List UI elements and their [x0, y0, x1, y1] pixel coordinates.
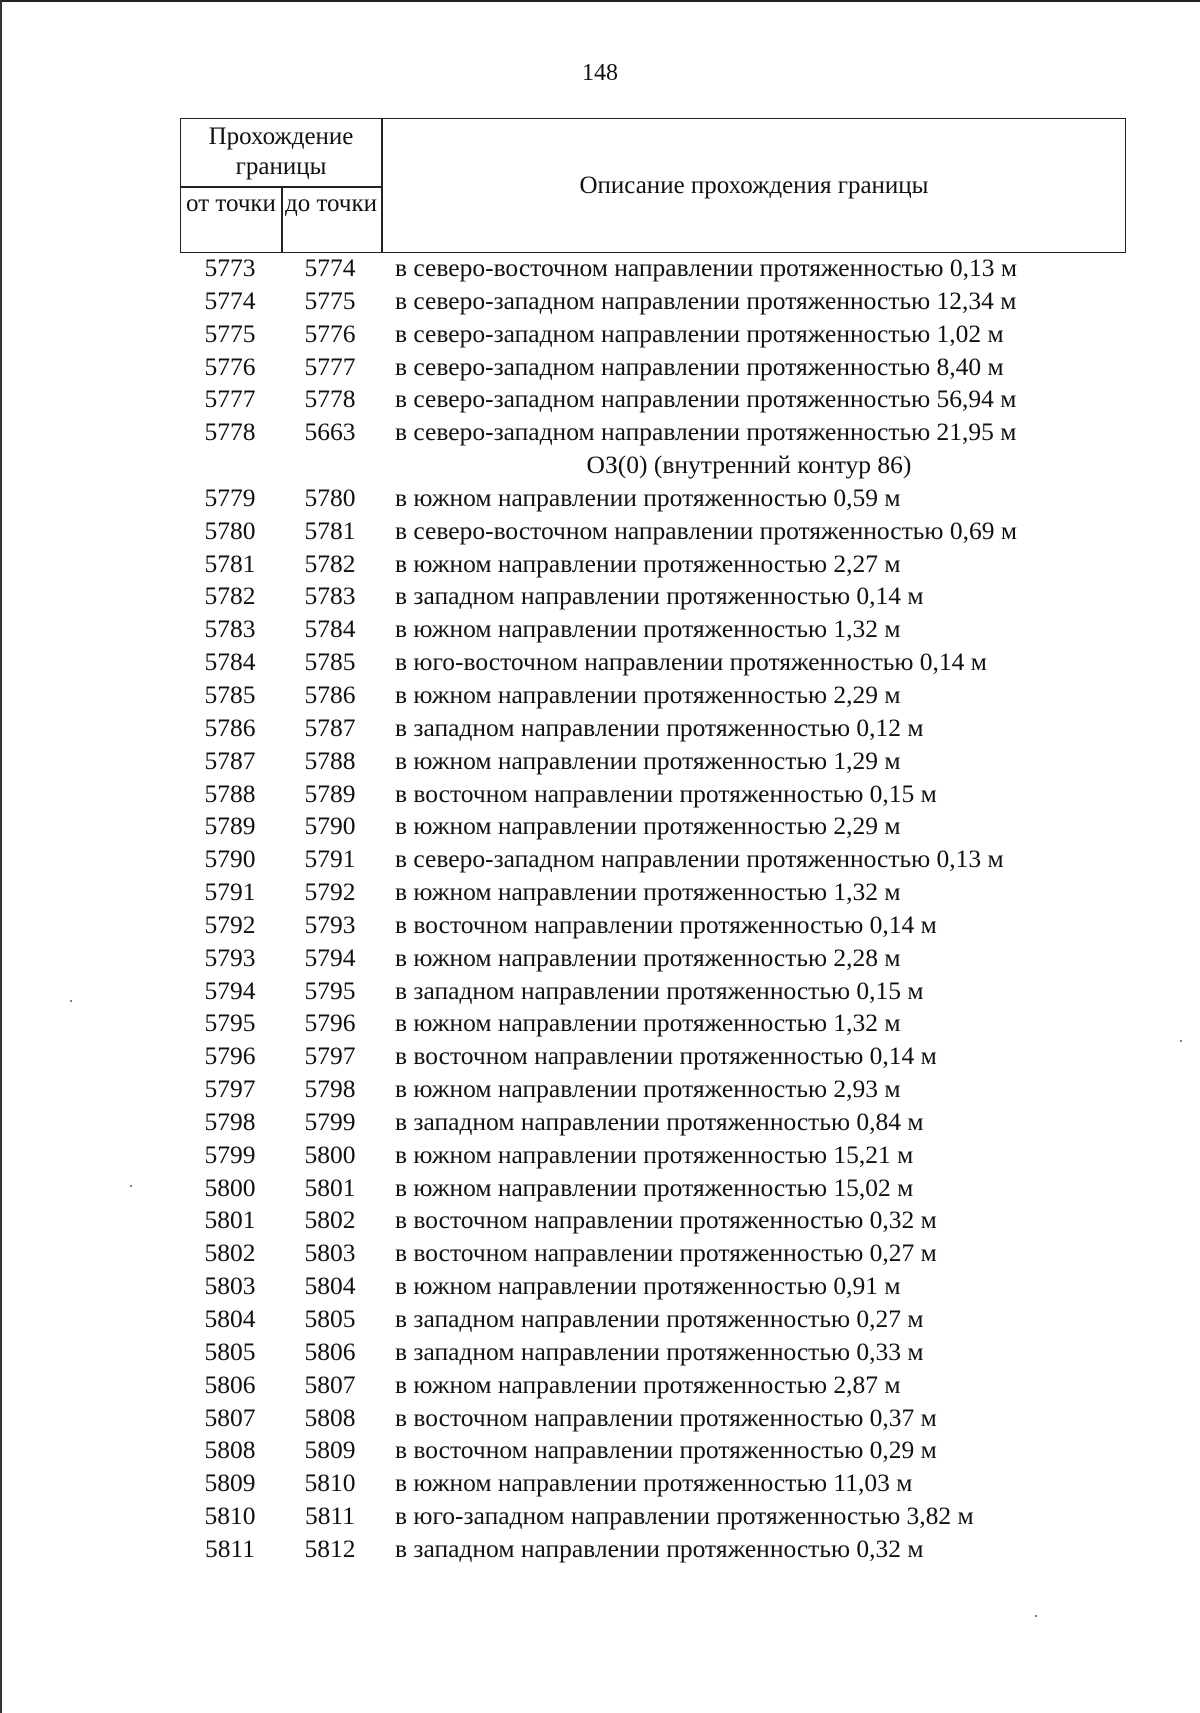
- point-to: 5806: [304, 1336, 356, 1366]
- point-from: 5776: [204, 351, 256, 381]
- table-row: [180, 1237, 1126, 1270]
- boundary-description: в восточном направлении протяженностью 0,29 м: [395, 1435, 937, 1465]
- boundary-description: в восточном направлении протяженностью 0,15 м: [395, 778, 937, 808]
- table-row: [180, 351, 1126, 384]
- point-from: 5786: [204, 712, 256, 742]
- point-from: 5790: [204, 844, 256, 874]
- point-to: 5787: [304, 712, 356, 742]
- boundary-description: в северо-западном направлении протяженностью 1,02 м: [395, 318, 1004, 348]
- table-row: [180, 1204, 1126, 1237]
- boundary-description: в западном направлении протяженностью 0,12 м: [395, 712, 924, 742]
- point-to: 5797: [304, 1041, 356, 1071]
- point-to: 5791: [304, 844, 356, 874]
- point-to: 5799: [304, 1106, 356, 1136]
- boundary-description: в восточном направлении протяженностью 0,27 м: [395, 1238, 937, 1268]
- table-row: [180, 646, 1126, 679]
- point-from: 5783: [204, 614, 256, 644]
- table-row: [180, 942, 1126, 975]
- table-row: [180, 1336, 1126, 1369]
- point-to: 5776: [304, 318, 356, 348]
- header-to-label: до точки: [284, 190, 378, 217]
- point-to: 5809: [304, 1435, 356, 1465]
- table-row: [180, 1040, 1126, 1073]
- point-from: 5791: [204, 877, 256, 907]
- table-row: [180, 679, 1126, 712]
- table-row: [180, 1270, 1126, 1303]
- point-to: 5796: [304, 1008, 356, 1038]
- point-from: 5802: [204, 1238, 256, 1268]
- point-to: 5812: [304, 1533, 356, 1563]
- table-row: [180, 383, 1126, 416]
- table-row: [180, 580, 1126, 613]
- point-from: 5781: [204, 548, 256, 578]
- table-row: [180, 1106, 1126, 1139]
- boundary-description: в западном направлении протяженностью 0,14 м: [395, 581, 924, 611]
- point-from: 5794: [204, 975, 256, 1005]
- page-number: 148: [582, 60, 618, 86]
- point-to: 5774: [304, 253, 356, 282]
- point-from: 5807: [204, 1402, 256, 1432]
- point-from: 5777: [204, 384, 256, 414]
- point-to: 5805: [304, 1304, 356, 1333]
- boundary-description: в северо-западном направлении протяженностью 12,34 м: [395, 285, 1017, 315]
- point-from: 5773: [204, 253, 256, 282]
- table-header: [180, 118, 1126, 253]
- boundary-description: в северо-западном направлении протяженностью 8,40 м: [395, 351, 1004, 381]
- table-row: [180, 252, 1126, 285]
- scan-speck: [1035, 1615, 1037, 1617]
- boundary-description: в южном направлении протяженностью 0,59 м: [395, 482, 901, 512]
- boundary-description: в северо-западном направлении протяженностью 0,13 м: [395, 844, 1004, 874]
- point-from: 5811: [204, 1533, 256, 1563]
- boundary-description: в западном направлении протяженностью 0,27 м: [395, 1304, 924, 1333]
- table-row: [180, 548, 1126, 581]
- boundary-description: в южном направлении протяженностью 2,29 м: [395, 811, 901, 841]
- point-to: 5804: [304, 1271, 356, 1301]
- point-from: 5785: [204, 679, 256, 709]
- table-row: [180, 810, 1126, 843]
- table-row: [180, 1303, 1126, 1336]
- boundary-description: в юго-западном направлении протяженностью 3,82 м: [395, 1501, 974, 1531]
- table-row: [180, 416, 1126, 449]
- boundary-description: в восточном направлении протяженностью 0,37 м: [395, 1402, 937, 1432]
- boundary-description: в западном направлении протяженностью 0,84 м: [395, 1106, 924, 1136]
- point-to: 5810: [304, 1468, 356, 1498]
- point-to: 5783: [304, 581, 356, 611]
- point-to: 5793: [304, 909, 356, 939]
- boundary-description: в северо-западном направлении протяженностью 21,95 м: [395, 417, 1017, 447]
- point-from: 5808: [204, 1435, 256, 1465]
- point-from: 5800: [204, 1172, 256, 1202]
- boundary-description: в южном направлении протяженностью 15,21 м: [395, 1139, 914, 1169]
- point-from: 5798: [204, 1106, 256, 1136]
- table-row: [180, 1172, 1126, 1205]
- point-to: 5784: [304, 614, 356, 644]
- boundary-description: в южном направлении протяженностью 1,32 м: [395, 614, 901, 644]
- point-from: 5788: [204, 778, 256, 808]
- point-from: 5806: [204, 1369, 256, 1399]
- table-row: [180, 1533, 1126, 1566]
- point-from: 5778: [204, 417, 256, 447]
- point-to: 5798: [304, 1074, 356, 1104]
- boundary-description: в южном направлении протяженностью 15,02 м: [395, 1172, 914, 1202]
- scan-speck: [1180, 1040, 1182, 1042]
- boundary-description: в восточном направлении протяженностью 0,14 м: [395, 909, 937, 939]
- boundary-description: в южном направлении протяженностью 1,32 м: [395, 877, 901, 907]
- header-from-label: от точки: [186, 190, 276, 217]
- point-from: 5810: [204, 1501, 256, 1531]
- point-to: 5811: [304, 1501, 356, 1531]
- point-from: 5796: [204, 1041, 256, 1071]
- table-row: [180, 909, 1126, 942]
- point-from: 5774: [204, 285, 256, 315]
- boundary-description: в восточном направлении протяженностью 0,14 м: [395, 1041, 937, 1071]
- point-to: 5663: [304, 417, 356, 447]
- point-to: 5802: [304, 1205, 356, 1235]
- table-row: [180, 876, 1126, 909]
- boundary-description: в западном направлении протяженностью 0,32 м: [395, 1533, 924, 1563]
- point-from: 5799: [204, 1139, 256, 1169]
- table-row: [180, 1402, 1126, 1435]
- boundary-description: в южном направлении протяженностью 1,29 м: [395, 745, 901, 775]
- point-to: 5788: [304, 745, 356, 775]
- table-row: [180, 843, 1126, 876]
- boundary-description: в южном направлении протяженностью 11,03 м: [395, 1468, 913, 1498]
- table-row: [180, 285, 1126, 318]
- point-to: 5800: [304, 1139, 356, 1169]
- boundary-description: в южном направлении протяженностью 2,29 м: [395, 679, 901, 709]
- point-from: 5784: [204, 647, 256, 677]
- boundary-description: в северо-восточном направлении протяженностью 0,69 м: [395, 515, 1017, 545]
- table-row: [180, 1139, 1126, 1172]
- point-from: 5809: [204, 1468, 256, 1498]
- boundary-description: в южном направлении протяженностью 2,87 м: [395, 1369, 901, 1399]
- boundary-description: в южном направлении протяженностью 1,32 м: [395, 1008, 901, 1038]
- point-from: 5787: [204, 745, 256, 775]
- point-to: 5782: [304, 548, 356, 578]
- point-from: 5782: [204, 581, 256, 611]
- point-to: 5803: [304, 1238, 356, 1268]
- point-to: 5795: [304, 975, 356, 1005]
- table-row: [180, 515, 1126, 548]
- header-description-label: Описание прохождения границы: [579, 172, 929, 199]
- point-from: 5792: [204, 909, 256, 939]
- table-row: [180, 1369, 1126, 1402]
- point-from: 5804: [204, 1304, 256, 1333]
- point-to: 5808: [304, 1402, 356, 1432]
- scan-speck: [130, 1185, 132, 1187]
- table-row: [180, 1434, 1126, 1467]
- table-row: [180, 1073, 1126, 1106]
- boundary-description: в южном направлении протяженностью 2,93 м: [395, 1074, 901, 1104]
- boundary-description: в юго-восточном направлении протяженностью 0,14 м: [395, 647, 987, 677]
- table-row: [180, 712, 1126, 745]
- table-row: [180, 318, 1126, 351]
- scan-border-left: [0, 0, 2, 1713]
- table-row: [180, 745, 1126, 778]
- boundary-description: в южном направлении протяженностью 0,91 м: [395, 1271, 901, 1301]
- header-divider-horizontal: [181, 186, 381, 188]
- point-from: 5805: [204, 1336, 256, 1366]
- boundary-description: в южном направлении протяженностью 2,28 м: [395, 942, 901, 972]
- table-row: [180, 1500, 1126, 1533]
- point-to: 5777: [304, 351, 356, 381]
- point-from: 5793: [204, 942, 256, 972]
- point-from: 5775: [204, 318, 256, 348]
- table-row: [180, 1007, 1126, 1040]
- table-row: [180, 778, 1126, 811]
- point-from: 5803: [204, 1271, 256, 1301]
- table-body: [180, 252, 1126, 1566]
- point-from: 5801: [204, 1205, 256, 1235]
- point-to: 5790: [304, 811, 356, 841]
- point-from: 5797: [204, 1074, 256, 1104]
- table-row: [180, 613, 1126, 646]
- point-to: 5789: [304, 778, 356, 808]
- boundary-description: в южном направлении протяженностью 2,27 м: [395, 548, 901, 578]
- point-to: 5781: [304, 515, 356, 545]
- scan-speck: [70, 1000, 72, 1002]
- point-from: 5780: [204, 515, 256, 545]
- table-row: [180, 975, 1126, 1008]
- point-from: 5789: [204, 811, 256, 841]
- point-to: 5792: [304, 877, 356, 907]
- boundary-description: в северо-западном направлении протяженностью 56,94 м: [395, 384, 1017, 414]
- scan-border-top: [0, 0, 1200, 2]
- point-to: 5801: [304, 1172, 356, 1202]
- point-to: 5780: [304, 482, 356, 512]
- point-to: 5807: [304, 1369, 356, 1399]
- section-heading: ОЗ(0) (внутренний контур 86): [586, 450, 912, 480]
- boundary-description: в западном направлении протяженностью 0,33 м: [395, 1336, 924, 1366]
- boundary-description: в западном направлении протяженностью 0,15 м: [395, 975, 924, 1005]
- point-to: 5778: [304, 384, 356, 414]
- point-from: 5795: [204, 1008, 256, 1038]
- point-from: 5779: [204, 482, 256, 512]
- header-group-label: Прохождение границы: [208, 123, 354, 180]
- point-to: 5785: [304, 647, 356, 677]
- boundary-description: в восточном направлении протяженностью 0,32 м: [395, 1205, 937, 1235]
- boundary-description: в северо-восточном направлении протяженностью 0,13 м: [395, 253, 1017, 282]
- table-row: [180, 1467, 1126, 1500]
- point-to: 5794: [304, 942, 356, 972]
- point-to: 5786: [304, 679, 356, 709]
- point-to: 5775: [304, 285, 356, 315]
- table-row: [180, 482, 1126, 515]
